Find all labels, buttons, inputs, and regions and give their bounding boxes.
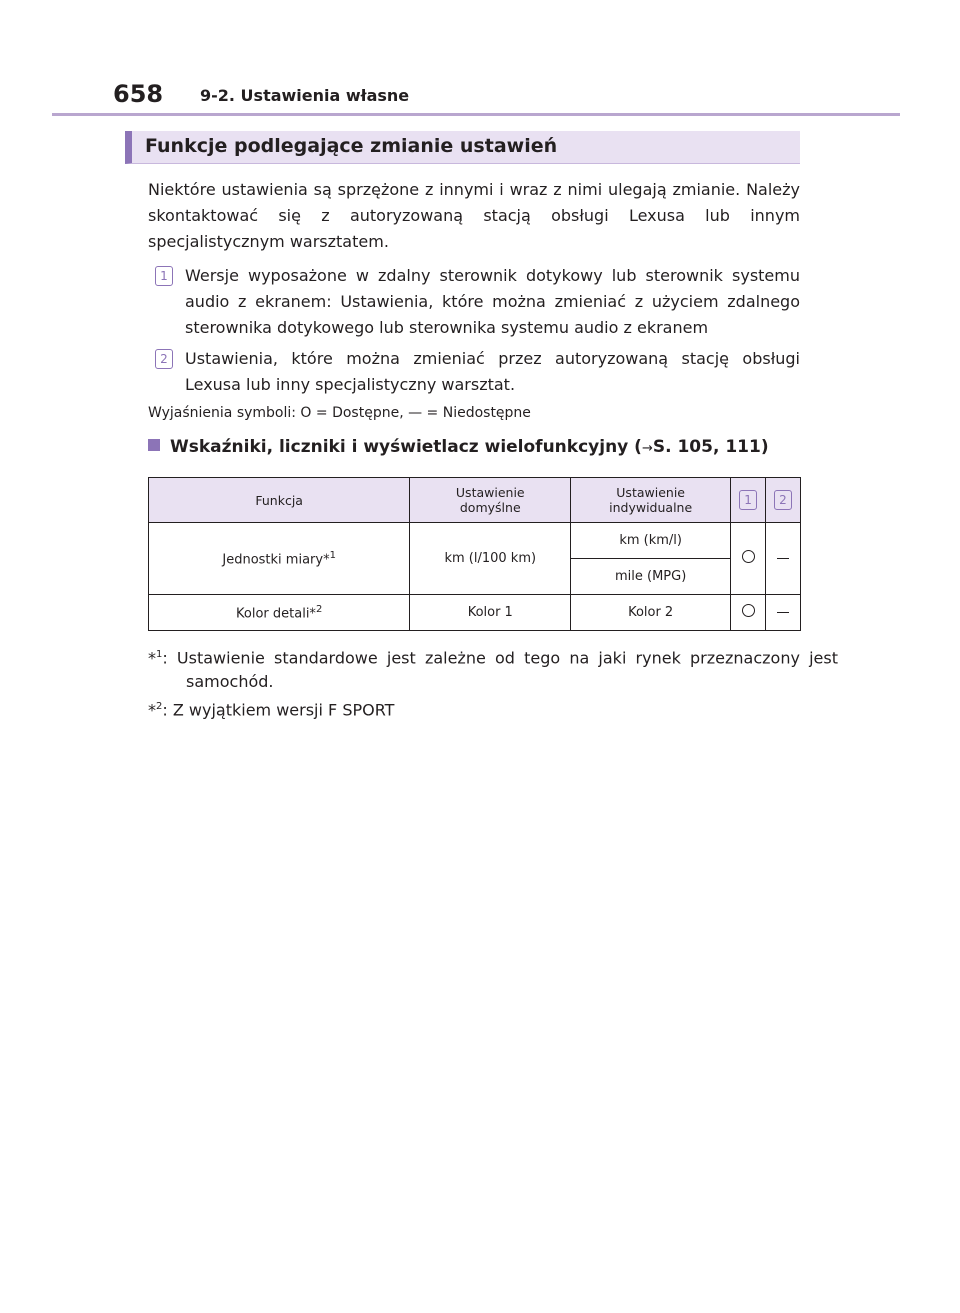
badge-2-icon: 2 [155, 349, 173, 369]
subheading-text: Wskaźniki, liczniki i wyświetlacz wielofunkcyjny ( [170, 437, 642, 457]
cell-available [731, 595, 766, 631]
page-title: Funkcje podlegające zmianie ustawień [145, 135, 558, 157]
footnote-ref: 2 [315, 603, 323, 615]
settings-table [148, 477, 801, 631]
item-1-text: Wersje wyposażone w zdalny sterownik dotykowy lub sterownik systemu audio z ekranem: Ustawienia, które można zmieniać z użyciem zdalnego sterownika dotykowego lub sterownika systemu audio z ekranem [185, 266, 800, 337]
symbol-legend: Wyjaśnienia symboli: O = Dostępne, — = Niedostępne [148, 405, 531, 421]
page-number: 658 [113, 80, 164, 108]
function-label: Jednostki miary* [222, 552, 330, 568]
table-row [149, 523, 801, 559]
cell-unavailable [766, 595, 801, 631]
cell-unavailable [766, 523, 801, 595]
header-col1 [731, 478, 766, 523]
unavailable-dash-icon [777, 612, 789, 614]
header-rule [52, 113, 900, 116]
footnote-2 [148, 695, 838, 722]
available-circle-icon [742, 550, 755, 563]
footnote-number: 2 [156, 701, 163, 712]
cell-function [149, 523, 410, 595]
cell-custom: km (km/l) [571, 523, 731, 559]
table-header-row [149, 478, 801, 523]
badge-2-icon: 2 [774, 490, 792, 510]
section-title: 9-2. Ustawienia własne [200, 86, 410, 105]
cell-function [149, 595, 410, 631]
unavailable-dash-icon [777, 558, 789, 560]
available-circle-icon [742, 604, 755, 617]
cell-default: Kolor 1 [410, 595, 571, 631]
cell-default: km (l/100 km) [410, 523, 571, 595]
footnote-ref: 1 [329, 549, 336, 561]
header-custom: Ustawienie indywidualne [571, 478, 731, 523]
header-default: Ustawienie domyślne [410, 478, 571, 523]
cell-available [731, 523, 766, 595]
header-col2 [766, 478, 801, 523]
title-box [125, 131, 800, 164]
footnote-marker: * [148, 700, 156, 720]
cell-custom: mile (MPG) [571, 559, 731, 595]
subheading-ref: S. 105, 111) [652, 437, 769, 457]
function-label: Kolor detali* [236, 606, 316, 622]
footnote-text: : Z wyjątkiem wersji F SPORT [162, 700, 395, 720]
arrow-icon: → [641, 441, 653, 456]
table-row [149, 595, 801, 631]
footnote-1 [148, 643, 838, 694]
badge-1-icon: 1 [155, 266, 173, 286]
footnote-number: 1 [156, 649, 163, 660]
header-function: Funkcja [149, 478, 410, 523]
footnote-text: : Ustawienie standardowe jest zależne od tego na jaki rynek przeznaczony jest samochód. [162, 648, 838, 692]
badge-1-icon: 1 [739, 490, 757, 510]
intro-text: Niektóre ustawienia są sprzężone z innymi i wraz z nimi ulegają zmianie. Należy skontaktować się z autoryzowaną stacją obsługi Lexusa lub innym specjalistycznym warsztatem. [148, 180, 800, 251]
footnote-marker: * [148, 648, 156, 668]
subheading [148, 437, 769, 457]
square-bullet-icon [148, 439, 160, 451]
cell-custom: Kolor 2 [571, 595, 731, 631]
item-2-text: Ustawienia, które można zmieniać przez autoryzowaną stację obsługi Lexusa lub inny specjalistyczny warsztat. [185, 349, 800, 394]
